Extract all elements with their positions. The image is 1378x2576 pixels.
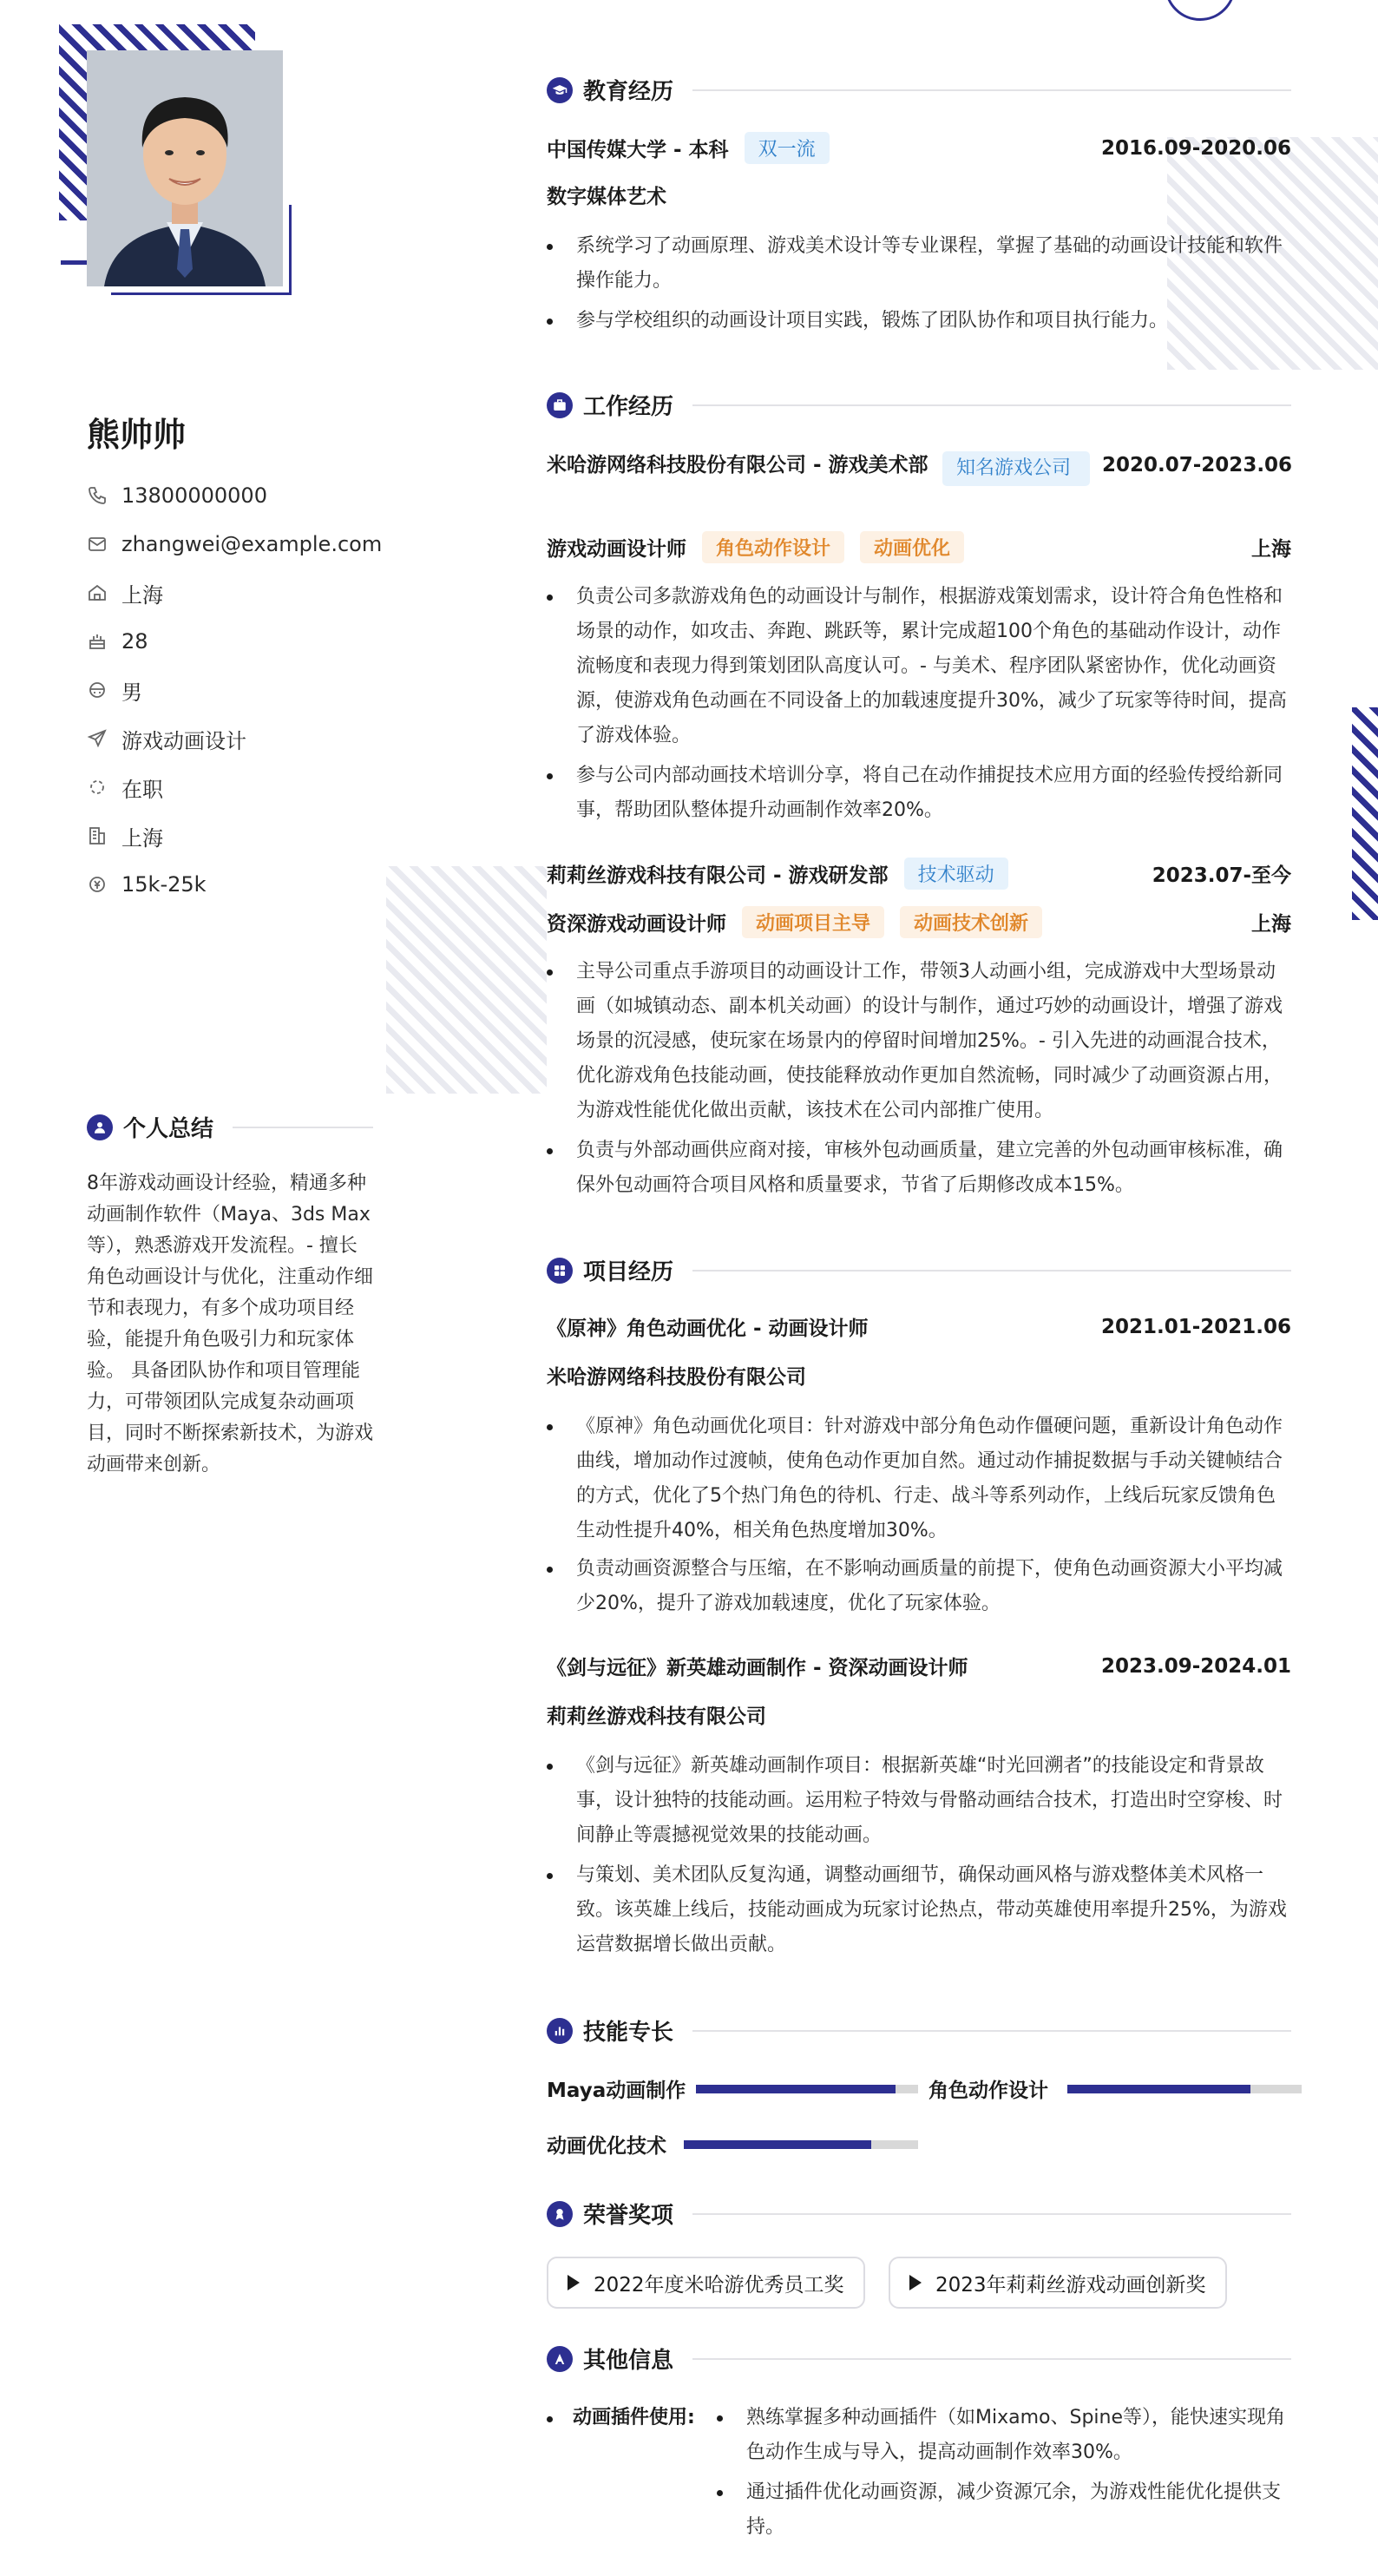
section-title: 其他信息 xyxy=(583,2348,674,2374)
skill-bar-fill xyxy=(684,2140,871,2149)
skill-tag: 角色动作设计 xyxy=(702,531,844,563)
bar-chart-icon xyxy=(547,2018,573,2044)
list-item: 通过插件优化动画资源，减少资源冗余，为游戏性能优化提供支持。 xyxy=(717,2475,1291,2545)
award-label: 2022年度米哈游优秀员工奖 xyxy=(594,2273,844,2297)
project-name: 《原神》角色动画优化 - 动画设计师 xyxy=(547,1318,869,1340)
job-date: 2023.07-至今 xyxy=(1152,864,1291,887)
award-item xyxy=(547,2257,865,2309)
home-icon xyxy=(87,582,108,603)
skill-name: Maya动画制作 xyxy=(547,2080,686,2102)
award-item xyxy=(889,2257,1227,2309)
phone-icon xyxy=(87,485,108,506)
section-title: 技能专长 xyxy=(583,2020,674,2046)
school-tag: 双一流 xyxy=(745,132,830,164)
top-right-circle-decoration xyxy=(1165,0,1236,21)
job-row xyxy=(547,858,1291,890)
skill-bar-fill xyxy=(696,2085,896,2093)
info-age xyxy=(87,624,148,659)
project-org-row xyxy=(547,1361,1291,1390)
project-org: 莉莉丝游戏科技有限公司 xyxy=(547,1705,766,1728)
middle-stripe-decoration xyxy=(386,866,547,1094)
candidate-name: 熊帅帅 xyxy=(87,416,187,454)
education-header xyxy=(547,74,1291,106)
section-divider xyxy=(692,2213,1291,2215)
project-date: 2021.01-2021.06 xyxy=(1100,1315,1291,1338)
job-position: 资深游戏动画设计师 xyxy=(547,913,726,936)
education-row xyxy=(547,132,1291,164)
info-gender xyxy=(87,673,142,707)
skill-tag: 动画技术创新 xyxy=(900,906,1042,938)
right-edge-stripe-decoration xyxy=(1352,707,1378,920)
info-phone xyxy=(87,478,267,513)
job-date: 2020.07-2023.06 xyxy=(1102,454,1293,476)
skills-header xyxy=(547,2014,1291,2047)
skill-tag: 动画项目主导 xyxy=(742,906,884,938)
skill-bar xyxy=(696,2085,918,2093)
avatar xyxy=(87,50,283,286)
section-divider xyxy=(692,2030,1291,2032)
projects-header xyxy=(547,1254,1291,1286)
info-value: 15k-25k xyxy=(121,872,207,897)
skill-bar xyxy=(684,2140,918,2149)
job-city: 上海 xyxy=(1251,913,1291,936)
company-tag: 知名游戏公司 xyxy=(942,451,1090,486)
info-location xyxy=(87,575,163,610)
job-city: 上海 xyxy=(1251,538,1291,561)
honors-header xyxy=(547,2198,1291,2230)
info-value: 上海 xyxy=(121,825,163,851)
list-item: 负责与外部动画供应商对接，审核外包动画质量，建立完善的外包动画审核标准，确保外包动画符合项目风格和质量要求，节省了后期修改成本15%。 xyxy=(547,1134,1291,1203)
other-label: 动画插件使用: xyxy=(573,2407,695,2428)
info-value: 在职 xyxy=(121,777,163,802)
job-role-row xyxy=(547,906,1291,938)
school-name: 中国传媒大学 - 本科 xyxy=(547,139,729,161)
grid-icon xyxy=(547,1258,573,1284)
info-value: 13800000000 xyxy=(121,483,267,508)
triangle-icon xyxy=(909,2275,922,2290)
info-value: 上海 xyxy=(121,582,163,608)
major-row xyxy=(547,181,1291,209)
summary-header xyxy=(87,1111,373,1143)
status-icon xyxy=(87,777,108,798)
gender-icon xyxy=(87,680,108,700)
section-divider xyxy=(692,2358,1291,2360)
section-divider xyxy=(233,1127,373,1128)
mail-icon xyxy=(87,534,108,555)
skill-tag: 动画优化 xyxy=(860,531,964,563)
section-title: 项目经历 xyxy=(583,1259,674,1285)
section-title: 荣誉奖项 xyxy=(583,2203,674,2229)
salary-icon xyxy=(87,874,108,895)
project-date: 2023.09-2024.01 xyxy=(1100,1654,1291,1678)
section-title: 工作经历 xyxy=(583,394,674,420)
section-title: 个人总结 xyxy=(123,1116,214,1142)
job-role-row xyxy=(547,531,1291,563)
company-name: 米哈游网络科技股份有限公司 - 游戏美术部 xyxy=(547,454,929,476)
list-item: 与策划、美术团队反复沟通，调整动画细节，确保动画风格与游戏整体美术风格一致。该英雄上线后，技能动画成为玩家讨论热点，带动英雄使用率提升25%，为游戏运营数据增长做出贡献。 xyxy=(547,1858,1291,1962)
info-icon xyxy=(547,2346,573,2372)
send-icon xyxy=(87,728,108,749)
skill-bar-fill xyxy=(1067,2085,1250,2093)
project-row xyxy=(547,1652,1291,1680)
info-salary xyxy=(87,867,207,902)
bullet-dot xyxy=(547,2416,553,2422)
project-org-row xyxy=(547,1700,1291,1729)
list-item: 《原神》角色动画优化项目：针对游戏中部分角色动作僵硬问题，重新设计角色动作曲线，增加动作过渡帧，使角色动作更加自然。通过动作捕捉数据与手动关键帧结合的方式，优化了5个热门角色的待机、行走、战斗等系列动作，上线后玩家反馈角色生动性提升40%，相关角色热度增加30%。 xyxy=(547,1410,1291,1548)
company-name: 莉莉丝游戏科技有限公司 - 游戏研发部 xyxy=(547,864,889,887)
list-item: 熟练掌握多种动画插件（如Mixamo、Spine等），能快速实现角色动作生成与导入，提高动画制作效率30%。 xyxy=(717,2401,1291,2470)
major: 数字媒体艺术 xyxy=(547,186,666,208)
project-name: 《剑与远征》新英雄动画制作 - 资深动画设计师 xyxy=(547,1657,968,1679)
project-org: 米哈游网络科技股份有限公司 xyxy=(547,1366,806,1389)
education-date: 2016.09-2020.06 xyxy=(1100,136,1291,160)
info-value: 28 xyxy=(121,629,148,654)
section-divider xyxy=(692,1270,1291,1272)
project-row xyxy=(547,1312,1291,1341)
info-position xyxy=(87,721,246,756)
section-title: 教育经历 xyxy=(583,79,674,105)
skill-name: 动画优化技术 xyxy=(547,2135,666,2158)
award-label: 2023年莉莉丝游戏动画创新奖 xyxy=(935,2273,1206,2297)
list-item: 负责动画资源整合与压缩，在不影响动画质量的前提下，使角色动画资源大小平均减少20%，提升了游戏加载速度，优化了玩家体验。 xyxy=(547,1552,1291,1621)
info-email xyxy=(87,527,382,562)
info-value: 男 xyxy=(121,680,142,705)
section-divider xyxy=(692,89,1291,91)
info-value: zhangwei@example.com xyxy=(121,532,383,556)
list-item: 系统学习了动画原理、游戏美术设计等专业课程，掌握了基础的动画设计技能和软件操作能力。 xyxy=(547,229,1291,299)
company-tag: 技术驱动 xyxy=(904,858,1008,890)
list-item: 《剑与远征》新英雄动画制作项目：根据新英雄“时光回溯者”的技能设定和背景故事，设计独特的技能动画。运用粒子特效与骨骼动画结合技术，打造出时空穿梭、时间静止等震撼视觉效果的技能动画。 xyxy=(547,1749,1291,1853)
summary-text: 8年游戏动画设计经验，精通多种动画制作软件（Maya、3ds Max等），熟悉游戏开发流程。- 擅长角色动画设计与优化，注重动作细节和表现力，有多个成功项目经验，能提升角色吸引力和玩家体验。 具备团队协作和项目管理能力，可带领团队完成复杂动画项目，同时不断探索新技术，为游戏动画带来创新。 xyxy=(87,1173,374,1475)
other-header xyxy=(547,2343,1291,2375)
section-divider xyxy=(692,404,1291,406)
skill-name: 角色动作设计 xyxy=(929,2080,1048,2102)
user-icon xyxy=(87,1114,113,1140)
briefcase-icon xyxy=(547,392,573,418)
graduation-cap-icon xyxy=(547,77,573,103)
info-status xyxy=(87,770,163,805)
triangle-icon xyxy=(568,2275,580,2290)
list-item: 主导公司重点手游项目的动画设计工作，带领3人动画小组，完成游戏中大型场景动画（如城镇动态、副本机关动画）的设计与制作，通过巧妙的动画设计，增强了游戏场景的沉浸感，使玩家在场景内的停留时间增加25%。- 引入先进的动画混合技术，优化游戏角色技能动画，使技能释放动作更加自然流畅，同时减少了动画资源占用，为游戏性能优化做出贡献，该技术在公司内部推广使用。 xyxy=(547,955,1291,1128)
award-icon xyxy=(547,2201,573,2227)
cake-icon xyxy=(87,631,108,652)
skill-bar xyxy=(1067,2085,1302,2093)
list-item: 参与学校组织的动画设计项目实践，锻炼了团队协作和项目执行能力。 xyxy=(547,304,1291,338)
job-position: 游戏动画设计师 xyxy=(547,538,686,561)
building-icon xyxy=(87,825,108,846)
info-value: 游戏动画设计 xyxy=(121,728,246,753)
list-item: 负责公司多款游戏角色的动画设计与制作，根据游戏策划需求，设计符合角色性格和场景的动作，如攻击、奔跑、跳跃等，累计完成超100个角色的基础动作设计，动作流畅度和表现力得到策划团队高度认可。- 与美术、程序团队紧密协作，优化动画资源，使游戏角色动画在不同设备上的加载速度提升30%，减少了玩家等待时间，提高了游戏体验。 xyxy=(547,580,1291,753)
list-item: 参与公司内部动画技术培训分享，将自己在动作捕捉技术应用方面的经验传授给新同事，帮助团队整体提升动画制作效率20%。 xyxy=(547,759,1291,828)
work-header xyxy=(547,389,1291,421)
info-city xyxy=(87,818,163,853)
